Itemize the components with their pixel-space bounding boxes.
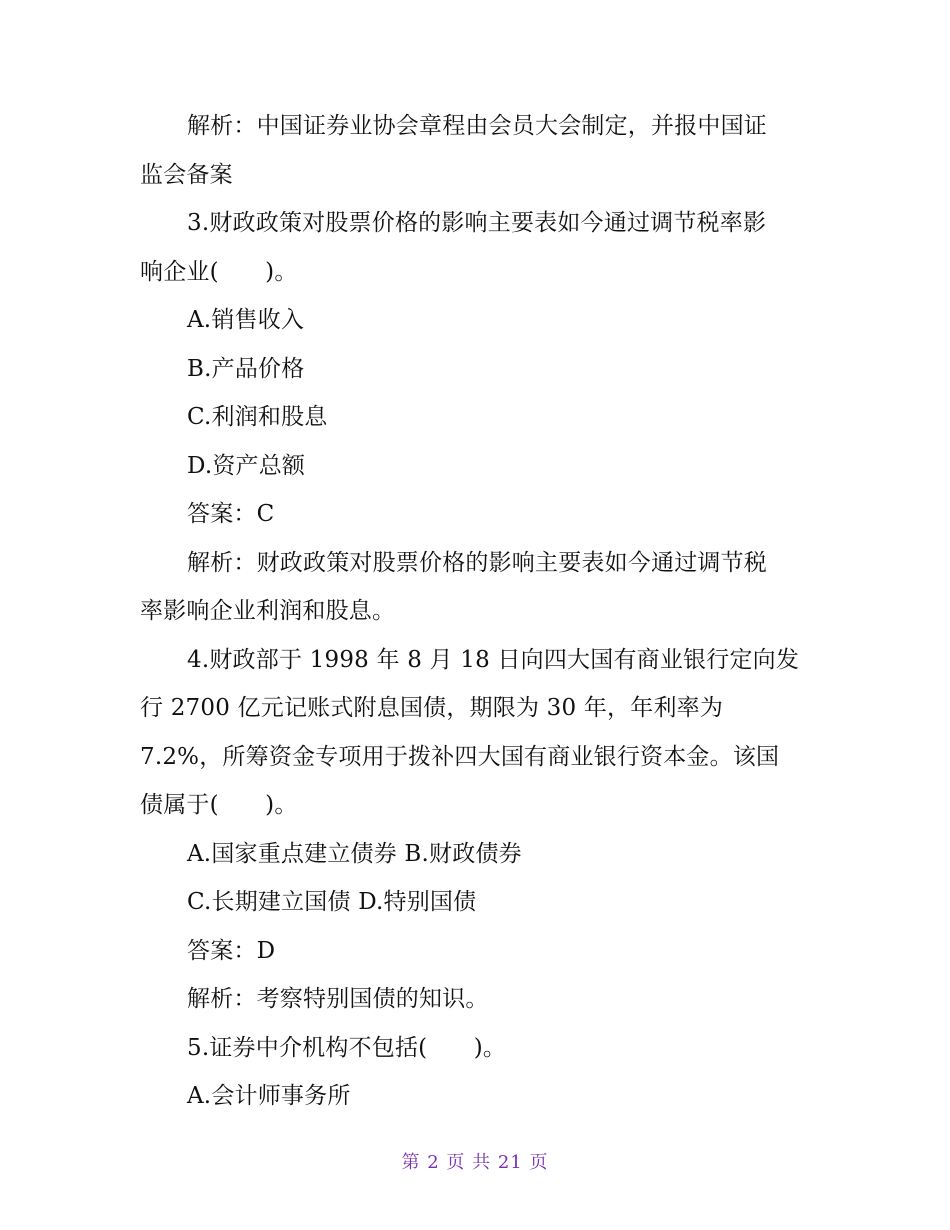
text-line: A.销售收入 [187, 307, 305, 333]
text-line: 答案：D [187, 937, 276, 964]
text-line: 响企业( )。 [140, 258, 298, 285]
text-line: C.长期建立国债 D.特别国债 [187, 889, 477, 915]
text-line: 监会备案 [140, 161, 233, 188]
text-line: A.会计师事务所 [187, 1083, 351, 1109]
text-line: B.产品价格 [187, 355, 305, 382]
text-line: 行 2700 亿元记账式附息国债，期限为 30 年，年利率为 [140, 695, 724, 721]
text-line: C.利润和股息 [187, 404, 328, 430]
text-line: 3.财政政策对股票价格的影响主要表如今通过调节税率影 [187, 210, 767, 236]
text-line: 答案：C [187, 501, 275, 527]
document-body [140, 102, 812, 1121]
text-line: 债属于( )。 [140, 792, 298, 818]
text-line: 7.2%，所筹资金专项用于拨补四大国有商业银行资本金。该国 [140, 743, 780, 770]
text-line: 解析：财政政策对股票价格的影响主要表如今通过调节税 [187, 549, 767, 576]
text-line: 率影响企业利润和股息。 [140, 598, 396, 624]
page-number-footer: 第 2 页 共 21 页 [401, 1152, 549, 1173]
text-line: 解析：考察特别国债的知识。 [187, 986, 489, 1012]
text-line: 解析：中国证券业协会章程由会员大会制定，并报中国证 [187, 113, 767, 139]
text-line: 4.财政部于 1998 年 8 月 18 日向四大国有商业银行定向发 [187, 646, 800, 673]
text-line: A.国家重点建立债券 B.财政债券 [187, 840, 522, 867]
text-line: D.资产总额 [187, 452, 306, 479]
text-line: 5.证券中介机构不包括( )。 [187, 1034, 507, 1061]
